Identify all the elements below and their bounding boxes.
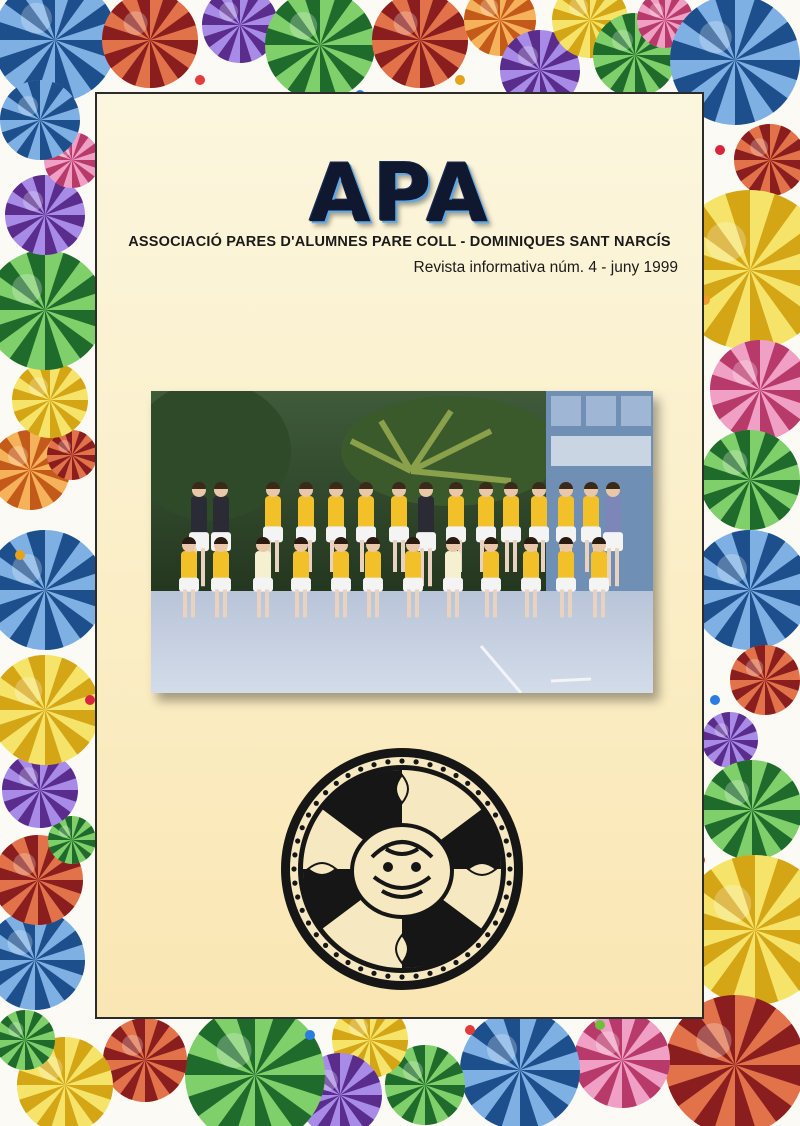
seal-dot (453, 960, 458, 965)
confetti-dot (455, 75, 465, 85)
seal-dot (323, 943, 328, 948)
confetti-dot (195, 75, 205, 85)
issue-line: Revista informativa núm. 4 - juny 1999 (413, 259, 678, 276)
balloon (0, 655, 100, 765)
apa-logo: APA (308, 147, 491, 240)
seal-dot (465, 952, 470, 957)
school-seal-icon (278, 745, 526, 993)
seal-dot (476, 790, 481, 795)
balloon (700, 430, 800, 530)
seal-dot (314, 801, 319, 806)
seal-dot (334, 781, 339, 786)
balloon (0, 530, 105, 650)
seal-dot (358, 767, 363, 772)
seal-dot (504, 894, 509, 899)
seal-dot (453, 773, 458, 778)
seal-dot (427, 971, 432, 976)
balloon (702, 712, 758, 768)
balloon (690, 530, 800, 650)
seal-dot (345, 960, 350, 965)
balloon (103, 1018, 187, 1102)
seal-dot (295, 838, 300, 843)
seal-dot (414, 974, 419, 979)
balloon (372, 0, 468, 88)
seal-dot (493, 812, 498, 817)
seal-dot (291, 866, 296, 871)
seal-dot (323, 790, 328, 795)
seal-dot (345, 773, 350, 778)
seal-dot (358, 966, 363, 971)
seal-dot (314, 932, 319, 937)
confetti-dot (710, 695, 720, 705)
confetti-dot (715, 145, 725, 155)
balloon (574, 1012, 670, 1108)
seal-dot (292, 881, 297, 886)
group-photo (151, 391, 653, 693)
seal-dot (499, 908, 504, 913)
seal-dot (306, 920, 311, 925)
seal-dot (385, 974, 390, 979)
confetti-dot (595, 1020, 605, 1030)
balloon (0, 250, 105, 370)
seal-dot (334, 952, 339, 957)
confetti-dot (85, 695, 95, 705)
seal-dot (295, 894, 300, 899)
balloon (265, 0, 375, 100)
confetti-dot (465, 1025, 475, 1035)
seal-dot (441, 966, 446, 971)
balloon (185, 1005, 325, 1126)
seal-dot (292, 852, 297, 857)
balloon (730, 645, 800, 715)
seal-dot (371, 762, 376, 767)
seal-dot (485, 801, 490, 806)
association-title: ASSOCIACIÓ PARES D'ALUMNES PARE COLL - DOMINIQUES SANT NARCÍS (128, 234, 671, 250)
seal-dot (306, 812, 311, 817)
seal-dot (414, 759, 419, 764)
cover-panel (95, 92, 704, 1019)
balloon (0, 910, 85, 1010)
seal-dot (371, 971, 376, 976)
seal-dot (300, 908, 305, 913)
seal-dot (300, 825, 305, 830)
seal-dot (507, 866, 512, 871)
seal-dot (504, 838, 509, 843)
balloon (102, 0, 198, 88)
seal-dot (476, 943, 481, 948)
confetti-dot (305, 1030, 315, 1040)
seal-dot (507, 881, 512, 886)
balloon (12, 362, 88, 438)
balloon (710, 340, 800, 440)
seal-dot (399, 758, 404, 763)
seal-dot (385, 759, 390, 764)
seal-dot (427, 762, 432, 767)
confetti-dot (15, 550, 25, 560)
seal-dot (441, 767, 446, 772)
seal-dot (399, 974, 404, 979)
balloon (460, 1010, 580, 1126)
seal-dot (485, 932, 490, 937)
seal-dot (499, 825, 504, 830)
seal-dot (493, 920, 498, 925)
balloon (702, 760, 800, 860)
balloon (0, 80, 80, 160)
seal-dot (507, 852, 512, 857)
balloon (734, 124, 800, 196)
seal-dot (465, 781, 470, 786)
